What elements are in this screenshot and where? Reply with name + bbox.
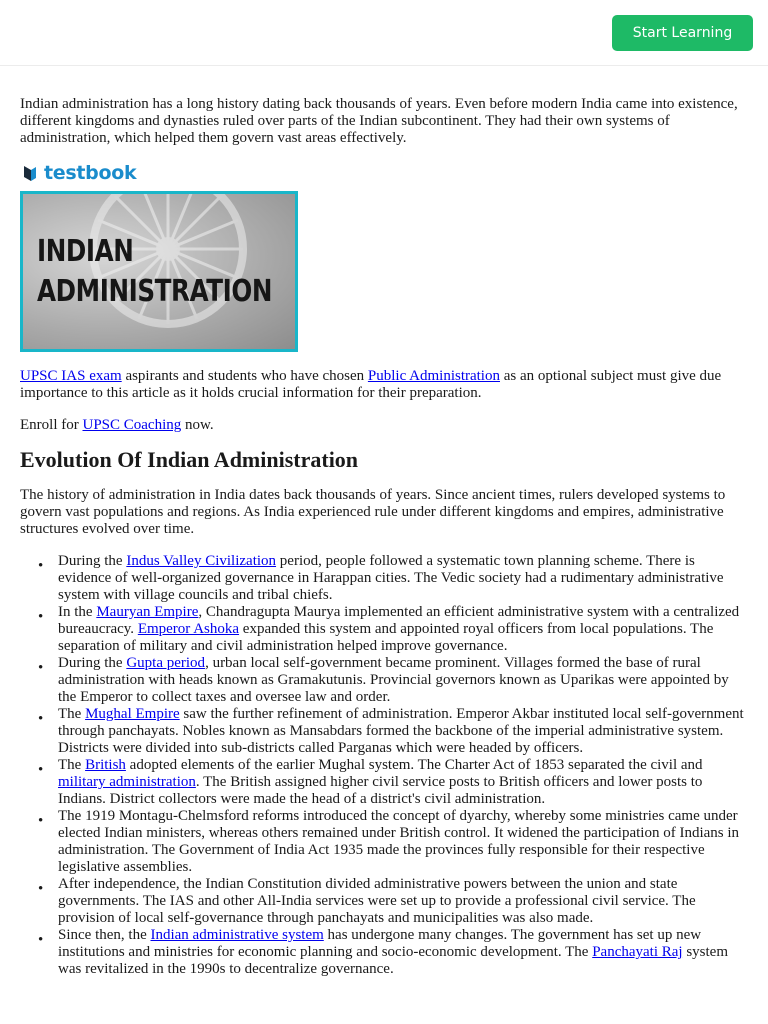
- testbook-logo-text: testbook: [44, 162, 137, 184]
- mauryan-empire-link[interactable]: Mauryan Empire: [96, 604, 199, 620]
- british-link[interactable]: British: [85, 757, 126, 773]
- intro-paragraph: Indian administration has a long history dating back thousands of years. Even before modern India came into existence, different kingdoms and dynasties ruled over parts of the Indian subcontinent. They had their own systems of administration, which helped them govern vast areas effectively.: [20, 96, 738, 146]
- evolution-list: [20, 553, 750, 978]
- banner-title-line1: INDIAN: [37, 234, 134, 269]
- article-content: [20, 96, 750, 978]
- list-item: • After independence, the Indian Constitution divided administrative powers between the union and state governments. The IAS and other All-India services were set up to provide a professional civil service. The provision of local self-governance through panchayats and municipalities was also made.: [58, 876, 750, 927]
- testbook-logo-icon: [20, 163, 40, 183]
- enroll-paragraph: Enroll for UPSC Coaching now.: [20, 417, 214, 433]
- gupta-period-link[interactable]: Gupta period: [126, 655, 206, 671]
- panchayati-raj-link[interactable]: Panchayati Raj: [592, 944, 683, 960]
- mughal-empire-link[interactable]: Mughal Empire: [85, 706, 180, 722]
- list-item: • In the Mauryan Empire, Chandragupta Maurya implemented an efficient administrative system with a centralized bureaucracy. Emperor Ashoka expanded this system and appointed royal officers from local populations. The separation of military and civil administration helped improve governance.: [58, 604, 750, 655]
- military-administration-link[interactable]: military administration: [58, 774, 196, 790]
- list-item: • During the Indus Valley Civilization period, people followed a systematic town planning scheme. There is evidence of well-organized governance in Harappan cities. The Vedic society had a rudimentary administrative system with village councils and tribal chiefs.: [58, 553, 750, 604]
- emperor-ashoka-link[interactable]: Emperor Ashoka: [137, 621, 240, 637]
- banner-title-line2: ADMINISTRATION: [37, 274, 273, 309]
- history-paragraph: The history of administration in India dates back thousands of years. Since ancient times, rulers developed systems to govern vast populations and regions. As India experienced rule under different kingdoms and empires, administrative structures evolved over time.: [20, 487, 726, 537]
- upsc-ias-exam-link[interactable]: UPSC IAS exam: [20, 368, 122, 384]
- list-item: • During the Gupta period, urban local self-government became prominent. Villages formed the base of rural administration with heads known as Gramakutunis. Provincial governors known as Uparikas were appointed by the Emperor to collect taxes and oversee law and order.: [58, 655, 750, 706]
- list-item: • The British adopted elements of the earlier Mughal system. The Charter Act of 1853 separated the civil and military administration. The British assigned higher civil service posts to British officers and lower posts to Indians. District collectors were made the head of a district's civil administration.: [58, 757, 750, 808]
- upsc-coaching-link[interactable]: UPSC Coaching: [82, 417, 182, 433]
- indian-administrative-system-link[interactable]: Indian administrative system: [150, 927, 324, 943]
- list-item: • The Mughal Empire saw the further refinement of administration. Emperor Akbar instituted local self-government through panchayats. Nobles known as Mansabdars formed the backbone of the imperial administrative system. Districts were divided into sub-districts called Parganas which were headed by officers.: [58, 706, 750, 757]
- section-heading: Evolution Of Indian Administration: [20, 447, 359, 472]
- indian-administration-banner-image: [20, 191, 298, 352]
- list-item: • Since then, the Indian administrative system has undergone many changes. The government has set up new institutions and ministries for economic planning and socio-economic development. The Panchayati Raj system was revitalized in the 1990s to decentralize governance.: [58, 927, 750, 978]
- start-learning-button[interactable]: Start Learning: [612, 15, 753, 51]
- list-item: • The 1919 Montagu-Chelmsford reforms introduced the concept of dyarchy, whereby some ministries came under elected Indian ministers, whereas others remained under British control. It widened the participation of Indians in administration. The Government of India Act 1935 made the provinces fully responsible for their respective legislative assemblies.: [58, 808, 750, 876]
- public-administration-link[interactable]: Public Administration: [367, 368, 500, 384]
- testbook-logo: [20, 161, 750, 185]
- indus-valley-link[interactable]: Indus Valley Civilization: [126, 553, 277, 569]
- top-bar: [0, 0, 768, 66]
- exam-paragraph: UPSC IAS exam aspirants and students who have chosen Public Administration as an optional subject must give due importance to this article as it holds crucial information for their preparation.: [20, 368, 722, 401]
